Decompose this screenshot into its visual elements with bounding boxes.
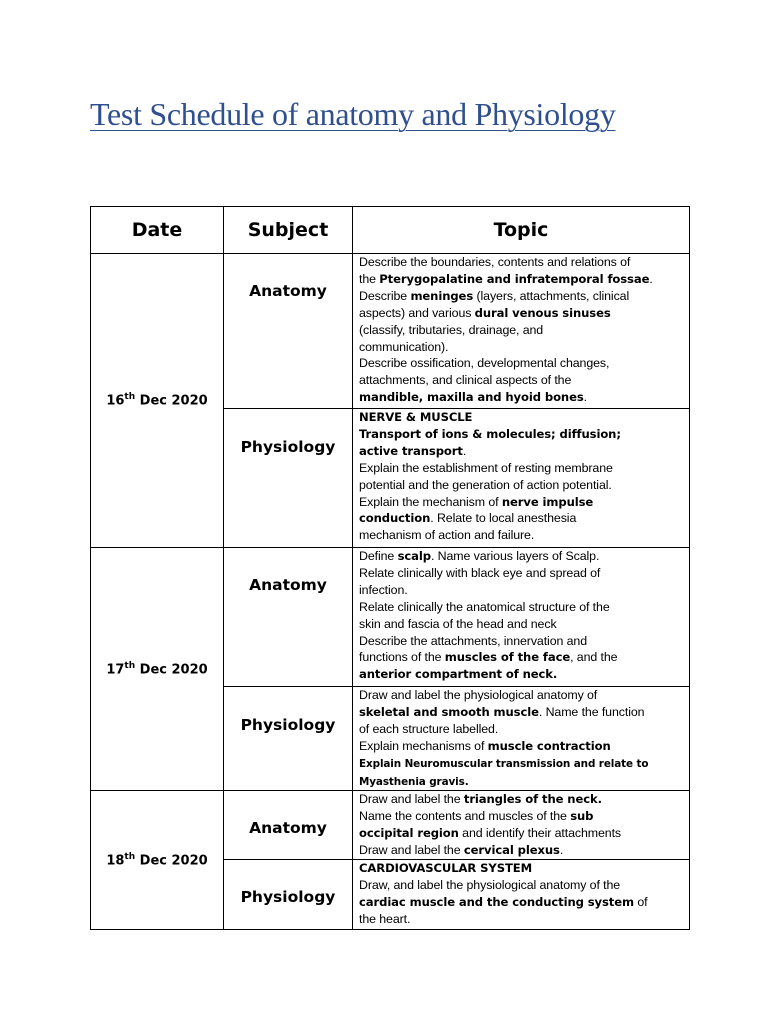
topic-cell	[353, 791, 690, 860]
topic-bold-text: cervical plexus	[463, 843, 560, 858]
topic-bold-text: Transport of ions & molecules; diffusion; active transport	[359, 426, 621, 458]
subject-cell: Physiology	[224, 687, 353, 791]
table-header-row	[91, 207, 690, 254]
topic-text: . Name various layers of Scalp. Relate clinically with black eye and spread of infection. Relate clinically the anatomical structure of the skin and fascia of the head and neck Describe the attachments, innervation and functions of the	[359, 549, 610, 665]
table-row	[91, 254, 690, 409]
header-date: Date	[91, 207, 224, 254]
topic-text: (classify, tributaries, drainage, and communication). Describe ossification, developmental changes, attachments, and clinical aspects of the	[359, 322, 610, 388]
topic-cell	[353, 860, 690, 930]
table-row	[91, 791, 690, 860]
topic-text: , and the	[570, 650, 618, 665]
topic-cell	[353, 687, 690, 791]
topic-text: . Explain the establishment of resting membrane potential and the generation of action potential. Explain the mechanism of	[359, 443, 613, 509]
topic-bold-text: mandible, maxilla and hyoid bones	[359, 390, 584, 405]
date-cell: 17th Dec 2020	[91, 548, 224, 791]
topic-text: . Name the function of each structure labelled. Explain mechanisms of	[359, 704, 645, 753]
page-title: Test Schedule of anatomy and Physiology	[90, 96, 616, 132]
topic-text: of the heart.	[359, 894, 648, 926]
subject-cell: Anatomy	[224, 254, 353, 409]
topic-bold-text: muscle contraction	[487, 738, 611, 753]
topic-cell	[353, 254, 690, 409]
header-topic: Topic	[353, 207, 690, 254]
subject-cell: Anatomy	[224, 791, 353, 860]
topic-text: Describe the boundaries, contents and relations of the	[359, 255, 631, 286]
topic-bold-text: Pterygopalatine and infratemporal fossae	[379, 271, 650, 286]
topic-cell	[353, 548, 690, 687]
topic-text: . Relate to local anesthesia mechanism of action and failure.	[359, 511, 577, 543]
topic-bold-text: dural venous sinuses	[474, 305, 611, 320]
topic-text: Name the contents and muscles of the	[359, 809, 567, 824]
topic-bold-text: NERVE & MUSCLE	[359, 410, 473, 424]
topic-text: Draw and label the	[359, 792, 464, 807]
topic-bold-text: triangles of the neck.	[463, 792, 602, 807]
topic-text: . Describe	[359, 271, 653, 303]
topic-text: and identify their attachments Draw and label the	[359, 826, 622, 858]
schedule-table	[90, 206, 690, 930]
topic-text: Define	[359, 549, 398, 563]
topic-bold-text: scalp	[397, 549, 431, 563]
table-row	[91, 548, 690, 687]
date-cell: 18th Dec 2020	[91, 791, 224, 930]
topic-text: Draw, and label the physiological anatomy of the	[359, 877, 621, 892]
topic-text: .	[559, 843, 564, 858]
date-cell: 16th Dec 2020	[91, 254, 224, 548]
topic-bold-text: skeletal and smooth muscle	[359, 704, 539, 719]
topic-bold-text: meninges	[410, 288, 474, 303]
topic-text: .	[583, 390, 587, 405]
topic-text: Draw and label the physiological anatomy of	[359, 688, 598, 702]
topic-bold-text: cardiac muscle and the conducting system	[359, 894, 634, 909]
topic-bold-text: nerve impulse conduction	[359, 494, 594, 526]
subject-cell: Physiology	[224, 860, 353, 930]
topic-text: (layers, attachments, clinical aspects) and various	[359, 288, 630, 320]
topic-bold-text: anterior compartment of neck.	[359, 667, 558, 682]
subject-cell: Anatomy	[224, 548, 353, 687]
subject-cell: Physiology	[224, 409, 353, 548]
topic-bold-text: sub occipital region	[359, 809, 594, 841]
topic-cell	[353, 409, 690, 548]
topic-bold-text: muscles of the face	[444, 650, 571, 665]
topic-bold-text: CARDIOVASCULAR SYSTEM	[359, 861, 533, 876]
header-subject: Subject	[224, 207, 353, 254]
topic-bold-text: Explain Neuromuscular transmission and relate to Myasthenia gravis.	[359, 757, 649, 788]
